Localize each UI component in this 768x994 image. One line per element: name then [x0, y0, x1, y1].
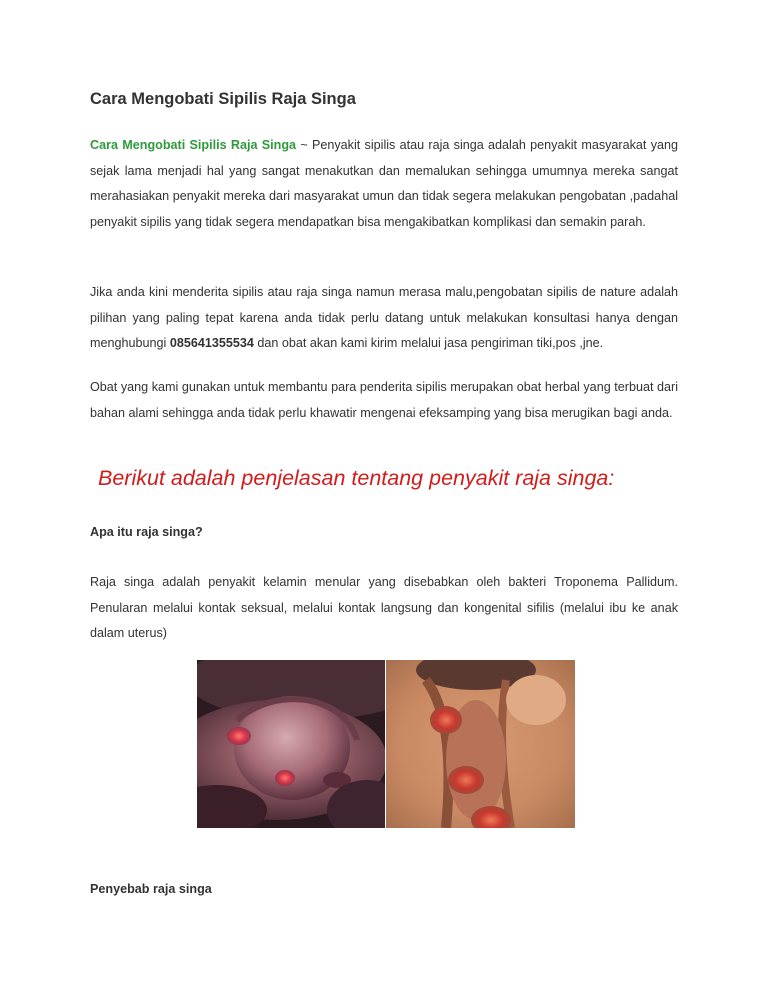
medical-photos — [197, 660, 575, 828]
subheading-what-is: Apa itu raja singa? — [90, 525, 203, 539]
medical-photo-left — [197, 660, 385, 828]
phone-number: 085641355534 — [169, 336, 254, 350]
medical-photo-right — [386, 660, 575, 828]
intro-text: ~ Penyakit sipilis atau raja singa adalah penyakit masyarakat yang sejak lama menjadi hal yang sangat menakutkan dan memalukan sehingga umumnya mereka sangat merahasiakan penyakit mereka dari masyarakat umun dan tidak segera melakukan pengobatan ,padahal penyakit sipilis yang tidak segera mendapatkan bisa mengakibatkan komplikasi dan semakin parah. — [90, 138, 678, 229]
section-heading: Berikut adalah penjelasan tentang penyakit raja singa: — [98, 466, 615, 490]
contact-text-after: dan obat akan kami kirim melalui jasa pengiriman tiki,pos ,jne. — [253, 336, 604, 350]
article-link[interactable]: Cara Mengobati Sipilis Raja Singa — [90, 138, 297, 152]
subheading-cause: Penyebab raja singa — [90, 882, 212, 896]
contact-text-before: Jika anda kini menderita sipilis atau raja singa namun merasa malu,pengobatan sipilis de nature adalah pilihan yang paling tepat karena anda tidak perlu datang untuk melakukan konsultasi hanya dengan menghubungi — [90, 285, 678, 350]
intro-paragraph — [90, 133, 678, 235]
contact-paragraph — [90, 280, 678, 357]
herbal-paragraph: Obat yang kami gunakan untuk membantu para penderita sipilis merupakan obat herbal yang terbuat dari bahan alami sehingga anda tidak perlu khawatir mengenai efeksamping yang bisa merugikan bagi anda. — [90, 380, 678, 420]
page-title: Cara Mengobati Sipilis Raja Singa — [90, 90, 356, 108]
definition-paragraph: Raja singa adalah penyakit kelamin menular yang disebabkan oleh bakteri Troponema Pallidum. Penularan melalui kontak seksual, melalui kontak langsung dan kongenital sifilis (melalui ibu ke anak dalam uterus) — [90, 575, 678, 640]
